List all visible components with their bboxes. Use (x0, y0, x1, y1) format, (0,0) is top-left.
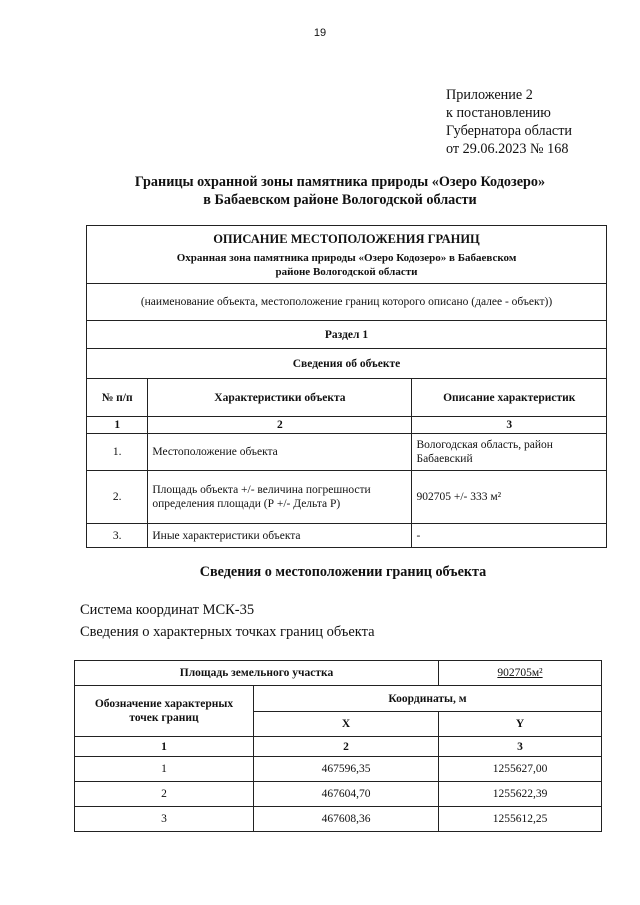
row-characteristic: Иные характеристики объекта (148, 524, 412, 548)
row-characteristic: Местоположение объекта (148, 434, 412, 471)
coordinates-table (74, 660, 602, 832)
coord-y: 1255622,39 (439, 782, 602, 807)
column-header-coordinates: Координаты, м (254, 686, 602, 712)
column-index-row (75, 737, 602, 757)
object-name-line: районе Вологодской области (275, 265, 418, 278)
coord-x: 467604,70 (254, 782, 439, 807)
column-index-cell: 1 (87, 417, 148, 434)
section-heading: Сведения о местоположении границ объекта (199, 564, 487, 580)
area-value: 902705м² (497, 667, 543, 679)
column-index-cell: 3 (412, 417, 607, 434)
object-note-cell: (наименование объекта, местоположение границ которого описано (далее - объект)) (87, 284, 607, 321)
appendix-line: к постановлению (446, 105, 551, 121)
document-title (60, 173, 620, 209)
table-row (75, 807, 602, 832)
area-label-cell: Площадь земельного участка (75, 661, 439, 686)
column-index-cell: 2 (148, 417, 412, 434)
row-number: 3. (87, 524, 148, 548)
coord-x: 467608,36 (254, 807, 439, 832)
table-row (87, 284, 607, 321)
appendix-line: Приложение 2 (446, 87, 533, 103)
row-description: 902705 +/- 333 м² (412, 471, 607, 524)
point-id: 3 (75, 807, 254, 832)
row-characteristic: Площадь объекта +/- величина погрешности определения площади (Р +/- Дельта Р) (148, 471, 412, 524)
title-line: в Бабаевском районе Вологодской области (203, 192, 477, 208)
section-cell: Раздел 1 (87, 321, 607, 349)
row-description: - (412, 524, 607, 548)
table-row (87, 434, 607, 471)
appendix-line: Губернатора области (446, 123, 572, 139)
table-row (87, 321, 607, 349)
coordinate-system-label: Система координат МСК-35 (80, 602, 255, 618)
table-row (87, 349, 607, 379)
points-info-label: Сведения о характерных точках границ объекта (80, 624, 375, 640)
point-id: 2 (75, 782, 254, 807)
table-header-cell (87, 226, 607, 284)
column-header-description: Описание характеристик (412, 379, 607, 417)
appendix-line: от 29.06.2023 № 168 (446, 141, 569, 157)
row-number: 1. (87, 434, 148, 471)
column-index-cell: 2 (254, 737, 439, 757)
coord-y: 1255612,25 (439, 807, 602, 832)
column-header-x: X (254, 712, 439, 737)
coord-header-row (75, 686, 602, 712)
column-index-cell: 3 (439, 737, 602, 757)
table-row (87, 524, 607, 548)
boundary-description-table (86, 225, 607, 548)
table-row (75, 782, 602, 807)
row-number: 2. (87, 471, 148, 524)
column-header-points: Обозначение характерных точек границ (75, 686, 254, 737)
column-header-y: Y (439, 712, 602, 737)
column-index-row (87, 417, 607, 434)
object-name-line: Охранная зона памятника природы «Озеро Кодозеро» в Бабаевском (176, 251, 517, 264)
table-row (75, 757, 602, 782)
appendix-block (446, 86, 626, 158)
table-row (87, 471, 607, 524)
column-index-cell: 1 (75, 737, 254, 757)
page-number: 19 (313, 27, 327, 39)
subsection-cell: Сведения об объекте (87, 349, 607, 379)
column-header-number: № п/п (87, 379, 148, 417)
column-header-characteristic: Характеристики объекта (148, 379, 412, 417)
coord-y: 1255627,00 (439, 757, 602, 782)
table-header-title: ОПИСАНИЕ МЕСТОПОЛОЖЕНИЯ ГРАНИЦ (213, 231, 480, 246)
coord-x: 467596,35 (254, 757, 439, 782)
table-header-row (87, 226, 607, 284)
point-id: 1 (75, 757, 254, 782)
area-row (75, 661, 602, 686)
column-header-row (87, 379, 607, 417)
title-line: Границы охранной зоны памятника природы «Озеро Кодозеро» (134, 174, 546, 190)
area-value-cell (439, 661, 602, 686)
row-description: Вологодская область, район Бабаевский (412, 434, 607, 471)
